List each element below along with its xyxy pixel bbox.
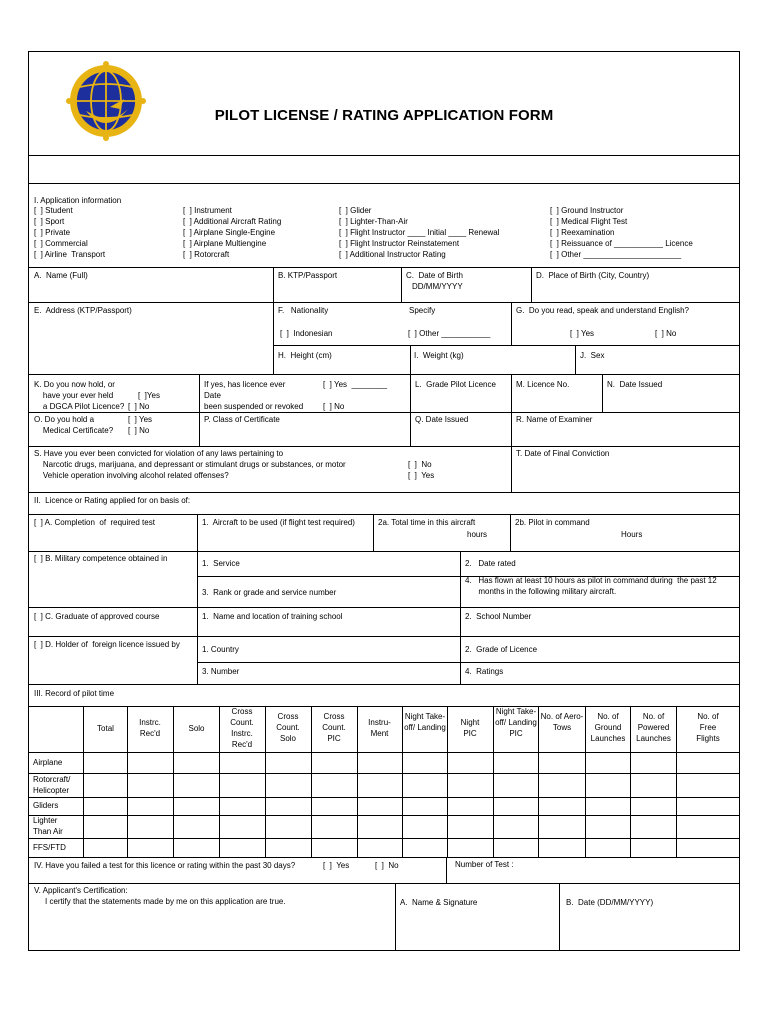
column-header: Total — [97, 724, 114, 733]
field-label-weight: I. Weight (kg) — [414, 351, 464, 360]
divider — [28, 374, 740, 375]
field-label-failed-test: IV. Have you failed a test for this licence or rating within the past 30 days? — [34, 861, 296, 870]
field-label-flown-10-hours: 4. Has flown at least 10 hours as pilot in command during the past 12 — [465, 576, 717, 585]
divider — [28, 267, 740, 268]
checkbox-conviction-no[interactable]: [ ] No — [408, 460, 432, 469]
field-label-grade-pilot-licence: L. Grade Pilot Licence — [415, 380, 496, 389]
field-label-s2: Narcotic drugs, marijuana, and depressant or stimulant drugs or substances, or motor — [34, 460, 346, 469]
field-label-sign-date: B. Date (DD/MM/YYYY) — [566, 898, 654, 907]
field-label-school-number: 2. School Number — [465, 612, 532, 621]
checkbox-rotorcraft[interactable]: [ ] Rotorcraft — [183, 250, 230, 259]
column-header: Solo — [188, 724, 205, 733]
column-header: Instru- Ment — [368, 718, 391, 738]
field-label-hours: hours — [467, 530, 488, 539]
checkbox-medical-no[interactable]: [ ] No — [128, 426, 150, 435]
column-header: No. of Aero-Tows — [540, 712, 584, 732]
divider — [273, 267, 274, 374]
checkbox-graduate-course[interactable]: [ ] C. Graduate of approved course — [34, 612, 160, 621]
section-ii-heading: II. Licence or Rating applied for on basis of: — [34, 496, 191, 505]
field-label-rank: 3. Rank or grade and service number — [202, 588, 337, 597]
divider — [410, 374, 411, 446]
field-label-english: G. Do you read, speak and understand English? — [516, 306, 689, 315]
field-label-if-yes: If yes, has licence ever — [204, 380, 286, 389]
field-label-sex: J. Sex — [580, 351, 605, 360]
field-label-k2: have your ever held — [34, 391, 114, 400]
checkbox-k-no[interactable]: [ ] No — [128, 402, 150, 411]
field-label-k: K. Do you now hold, or — [34, 380, 115, 389]
divider — [447, 706, 448, 857]
checkbox-glider[interactable]: [ ] Glider — [339, 206, 372, 215]
field-label-cert-date-issued: Q. Date Issued — [415, 415, 469, 424]
divider — [531, 267, 532, 302]
divider — [28, 706, 740, 707]
field-label-total-time: 2a. Total time in this aircraft — [378, 518, 476, 527]
field-label-licence-no: M. Licence No. — [516, 380, 570, 389]
divider — [585, 706, 586, 857]
field-label-aircraft-used: 1. Aircraft to be used (if flight test required) — [202, 518, 355, 527]
column-header: Night Take-off/ Landing PIC — [495, 707, 537, 738]
column-header: Night Take-off/ Landing — [404, 712, 446, 732]
field-label-s3: Vehicle operation involving alcohol related offenses? — [34, 471, 229, 480]
field-label-number-of-test: Number of Test : — [455, 860, 514, 869]
checkbox-medical-flight-test[interactable]: [ ] Medical Flight Test — [550, 217, 628, 226]
field-label-o2: Medical Certificate? — [34, 426, 114, 435]
section-iii-heading: III. Record of pilot time — [34, 689, 115, 698]
field-label-date-issued: N. Date Issued — [607, 380, 663, 389]
field-label-dob-format: DD/MM/YYYY — [412, 282, 463, 291]
divider — [28, 815, 740, 816]
form-title: PILOT LICENSE / RATING APPLICATION FORM — [214, 107, 554, 124]
section-v-heading: V. Applicant's Certification: — [34, 886, 128, 895]
divider — [511, 374, 512, 492]
checkbox-airplane-multiengine[interactable]: [ ] Airplane Multiengine — [183, 239, 267, 248]
divider — [28, 636, 740, 637]
row-label-rotorcraft: Rotorcraft/ Helicopter — [33, 775, 71, 795]
divider — [28, 412, 740, 413]
section-i-heading: I. Application information — [34, 196, 122, 205]
checkbox-english-yes[interactable]: [ ] Yes — [570, 329, 595, 338]
divider — [373, 514, 374, 551]
divider — [510, 514, 511, 551]
divider — [265, 706, 266, 857]
field-label-number: 3. Number — [202, 667, 240, 676]
divider — [410, 345, 411, 374]
checkbox-conviction-yes[interactable]: [ ] Yes — [408, 471, 435, 480]
field-label-specify: Specify — [409, 306, 436, 315]
field-label-name: A. Name (Full) — [34, 271, 88, 280]
field-label-training-school: 1. Name and location of training school — [202, 612, 343, 621]
field-label-dob: C. Date of Birth — [406, 271, 463, 280]
divider — [28, 752, 740, 753]
divider — [357, 706, 358, 857]
checkbox-flight-instructor-reinstatement[interactable]: [ ] Flight Instructor Reinstatement — [339, 239, 460, 248]
field-label-service: 1. Service — [202, 559, 240, 568]
column-header: Cross Count. PIC — [322, 712, 346, 743]
field-label-final-conviction: T. Date of Final Conviction — [516, 449, 610, 458]
checkbox-suspended-no[interactable]: [ ] No — [323, 402, 345, 411]
column-header: No. of Ground Launches — [590, 712, 626, 743]
column-header: Instrc. Rec'd — [139, 718, 161, 738]
field-label-o: O. Do you hold a — [34, 415, 95, 424]
certification-statement: I certify that the statements made by me on this application are true. — [45, 897, 286, 906]
divider — [273, 345, 740, 346]
row-label-airplane: Airplane — [33, 758, 63, 767]
field-label-pilot-in-command: 2b. Pilot in command — [515, 518, 590, 527]
divider — [602, 374, 603, 412]
checkbox-reexamination[interactable]: [ ] Reexamination — [550, 228, 615, 237]
column-header: Cross Count. Solo — [276, 712, 300, 743]
checkbox-english-no[interactable]: [ ] No — [655, 329, 677, 338]
checkbox-student[interactable]: [ ] Student — [34, 206, 73, 215]
divider — [28, 857, 740, 858]
row-label-gliders: Gliders — [33, 801, 59, 810]
field-label-date-rated: 2. Date rated — [465, 559, 516, 568]
divider — [460, 551, 461, 684]
checkbox-sport[interactable]: [ ] Sport — [34, 217, 65, 226]
divider — [401, 267, 402, 302]
field-label-military-aircraft: months in the following military aircraft. — [465, 587, 617, 596]
checkbox-flight-instructor[interactable]: [ ] Flight Instructor ____ Initial ____ Renewal — [339, 228, 500, 237]
checkbox-failed-yes[interactable]: [ ] Yes — [323, 861, 350, 870]
dgca-logo-icon — [66, 61, 146, 141]
divider — [559, 883, 560, 951]
field-label-country: 1. Country — [202, 645, 239, 654]
divider — [311, 706, 312, 857]
checkbox-lighter-than-air[interactable]: [ ] Lighter-Than-Air — [339, 217, 408, 226]
divider — [28, 183, 740, 184]
checkbox-completion-required-test[interactable]: [ ] A. Completion of required test — [34, 518, 155, 527]
column-header: Night PIC — [460, 718, 480, 738]
column-header: No. of Free Flights — [696, 712, 720, 743]
divider — [28, 514, 740, 515]
divider — [676, 706, 677, 857]
divider — [28, 684, 740, 685]
field-label-ktp: B. KTP/Passport — [278, 271, 338, 280]
divider — [28, 883, 740, 884]
field-label-grade-licence: 2. Grade of Licence — [465, 645, 538, 654]
column-header: Cross Count. Instrc. Rec'd — [230, 707, 254, 749]
divider — [199, 374, 200, 446]
divider — [28, 155, 740, 156]
divider — [28, 838, 740, 839]
checkbox-failed-no[interactable]: [ ] No — [375, 861, 399, 870]
field-label-suspended: been suspended or revoked — [204, 402, 304, 411]
field-label-name-signature: A. Name & Signature — [400, 898, 478, 907]
checkbox-instrument[interactable]: [ ] Instrument — [183, 206, 232, 215]
divider — [511, 302, 512, 345]
checkbox-k-yes[interactable]: [ ]Yes — [138, 391, 160, 400]
field-label-ratings: 4. Ratings — [465, 667, 504, 676]
field-label-class-certificate: P. Class of Certificate — [204, 415, 280, 424]
divider — [446, 857, 447, 883]
column-header: No. of Powered Launches — [636, 712, 671, 743]
checkbox-airplane-single-engine[interactable]: [ ] Airplane Single-Engine — [183, 228, 276, 237]
checkbox-airline-transport[interactable]: [ ] Airline Transport — [34, 250, 106, 259]
field-label-examiner: R. Name of Examiner — [516, 415, 593, 424]
divider — [28, 797, 740, 798]
row-label-ffs-ftd: FFS/FTD — [33, 843, 66, 852]
checkbox-additional-aircraft-rating[interactable]: [ ] Additional Aircraft Rating — [183, 217, 282, 226]
checkbox-reissuance[interactable]: [ ] Reissuance of ___________ Licence — [550, 239, 693, 248]
divider — [575, 345, 576, 374]
divider — [395, 883, 396, 951]
divider — [28, 302, 740, 303]
field-label-nationality: F. Nationality — [278, 306, 329, 315]
field-label-s: S. Have you ever been convicted for violation of any laws pertaining to — [34, 449, 284, 458]
divider — [28, 446, 740, 447]
divider — [219, 706, 220, 857]
checkbox-suspended-yes[interactable]: [ ] Yes ________ — [323, 380, 388, 389]
checkbox-foreign-licence[interactable]: [ ] D. Holder of foreign licence issued by — [34, 640, 180, 649]
checkbox-indonesian[interactable]: [ ] Indonesian — [280, 329, 333, 338]
divider — [28, 551, 740, 552]
checkbox-military-competence[interactable]: [ ] B. Military competence obtained in — [34, 554, 168, 563]
divider — [197, 662, 740, 663]
checkbox-other-nationality[interactable]: [ ] Other ___________ — [408, 329, 491, 338]
divider — [127, 706, 128, 857]
checkbox-other[interactable]: [ ] Other ______________________ — [550, 250, 682, 259]
checkbox-medical-yes[interactable]: [ ] Yes — [128, 415, 153, 424]
checkbox-ground-instructor[interactable]: [ ] Ground Instructor — [550, 206, 624, 215]
divider — [28, 773, 740, 774]
field-label-height: H. Height (cm) — [278, 351, 332, 360]
checkbox-additional-instructor-rating[interactable]: [ ] Additional Instructor Rating — [339, 250, 446, 259]
divider — [28, 607, 740, 608]
divider — [197, 514, 198, 684]
field-label-k3: a DGCA Pilot Licence? — [34, 402, 125, 411]
row-label-lighter-than-air: Lighter Than Air — [33, 816, 63, 836]
divider — [630, 706, 631, 857]
field-label-hours-pic: Hours — [621, 530, 643, 539]
divider — [28, 492, 740, 493]
field-label-pob: D. Place of Birth (City, Country) — [536, 271, 650, 280]
field-label-date: Date — [204, 391, 221, 400]
checkbox-commercial[interactable]: [ ] Commercial — [34, 239, 88, 248]
field-label-address: E. Address (KTP/Passport) — [34, 306, 132, 315]
checkbox-private[interactable]: [ ] Private — [34, 228, 71, 237]
